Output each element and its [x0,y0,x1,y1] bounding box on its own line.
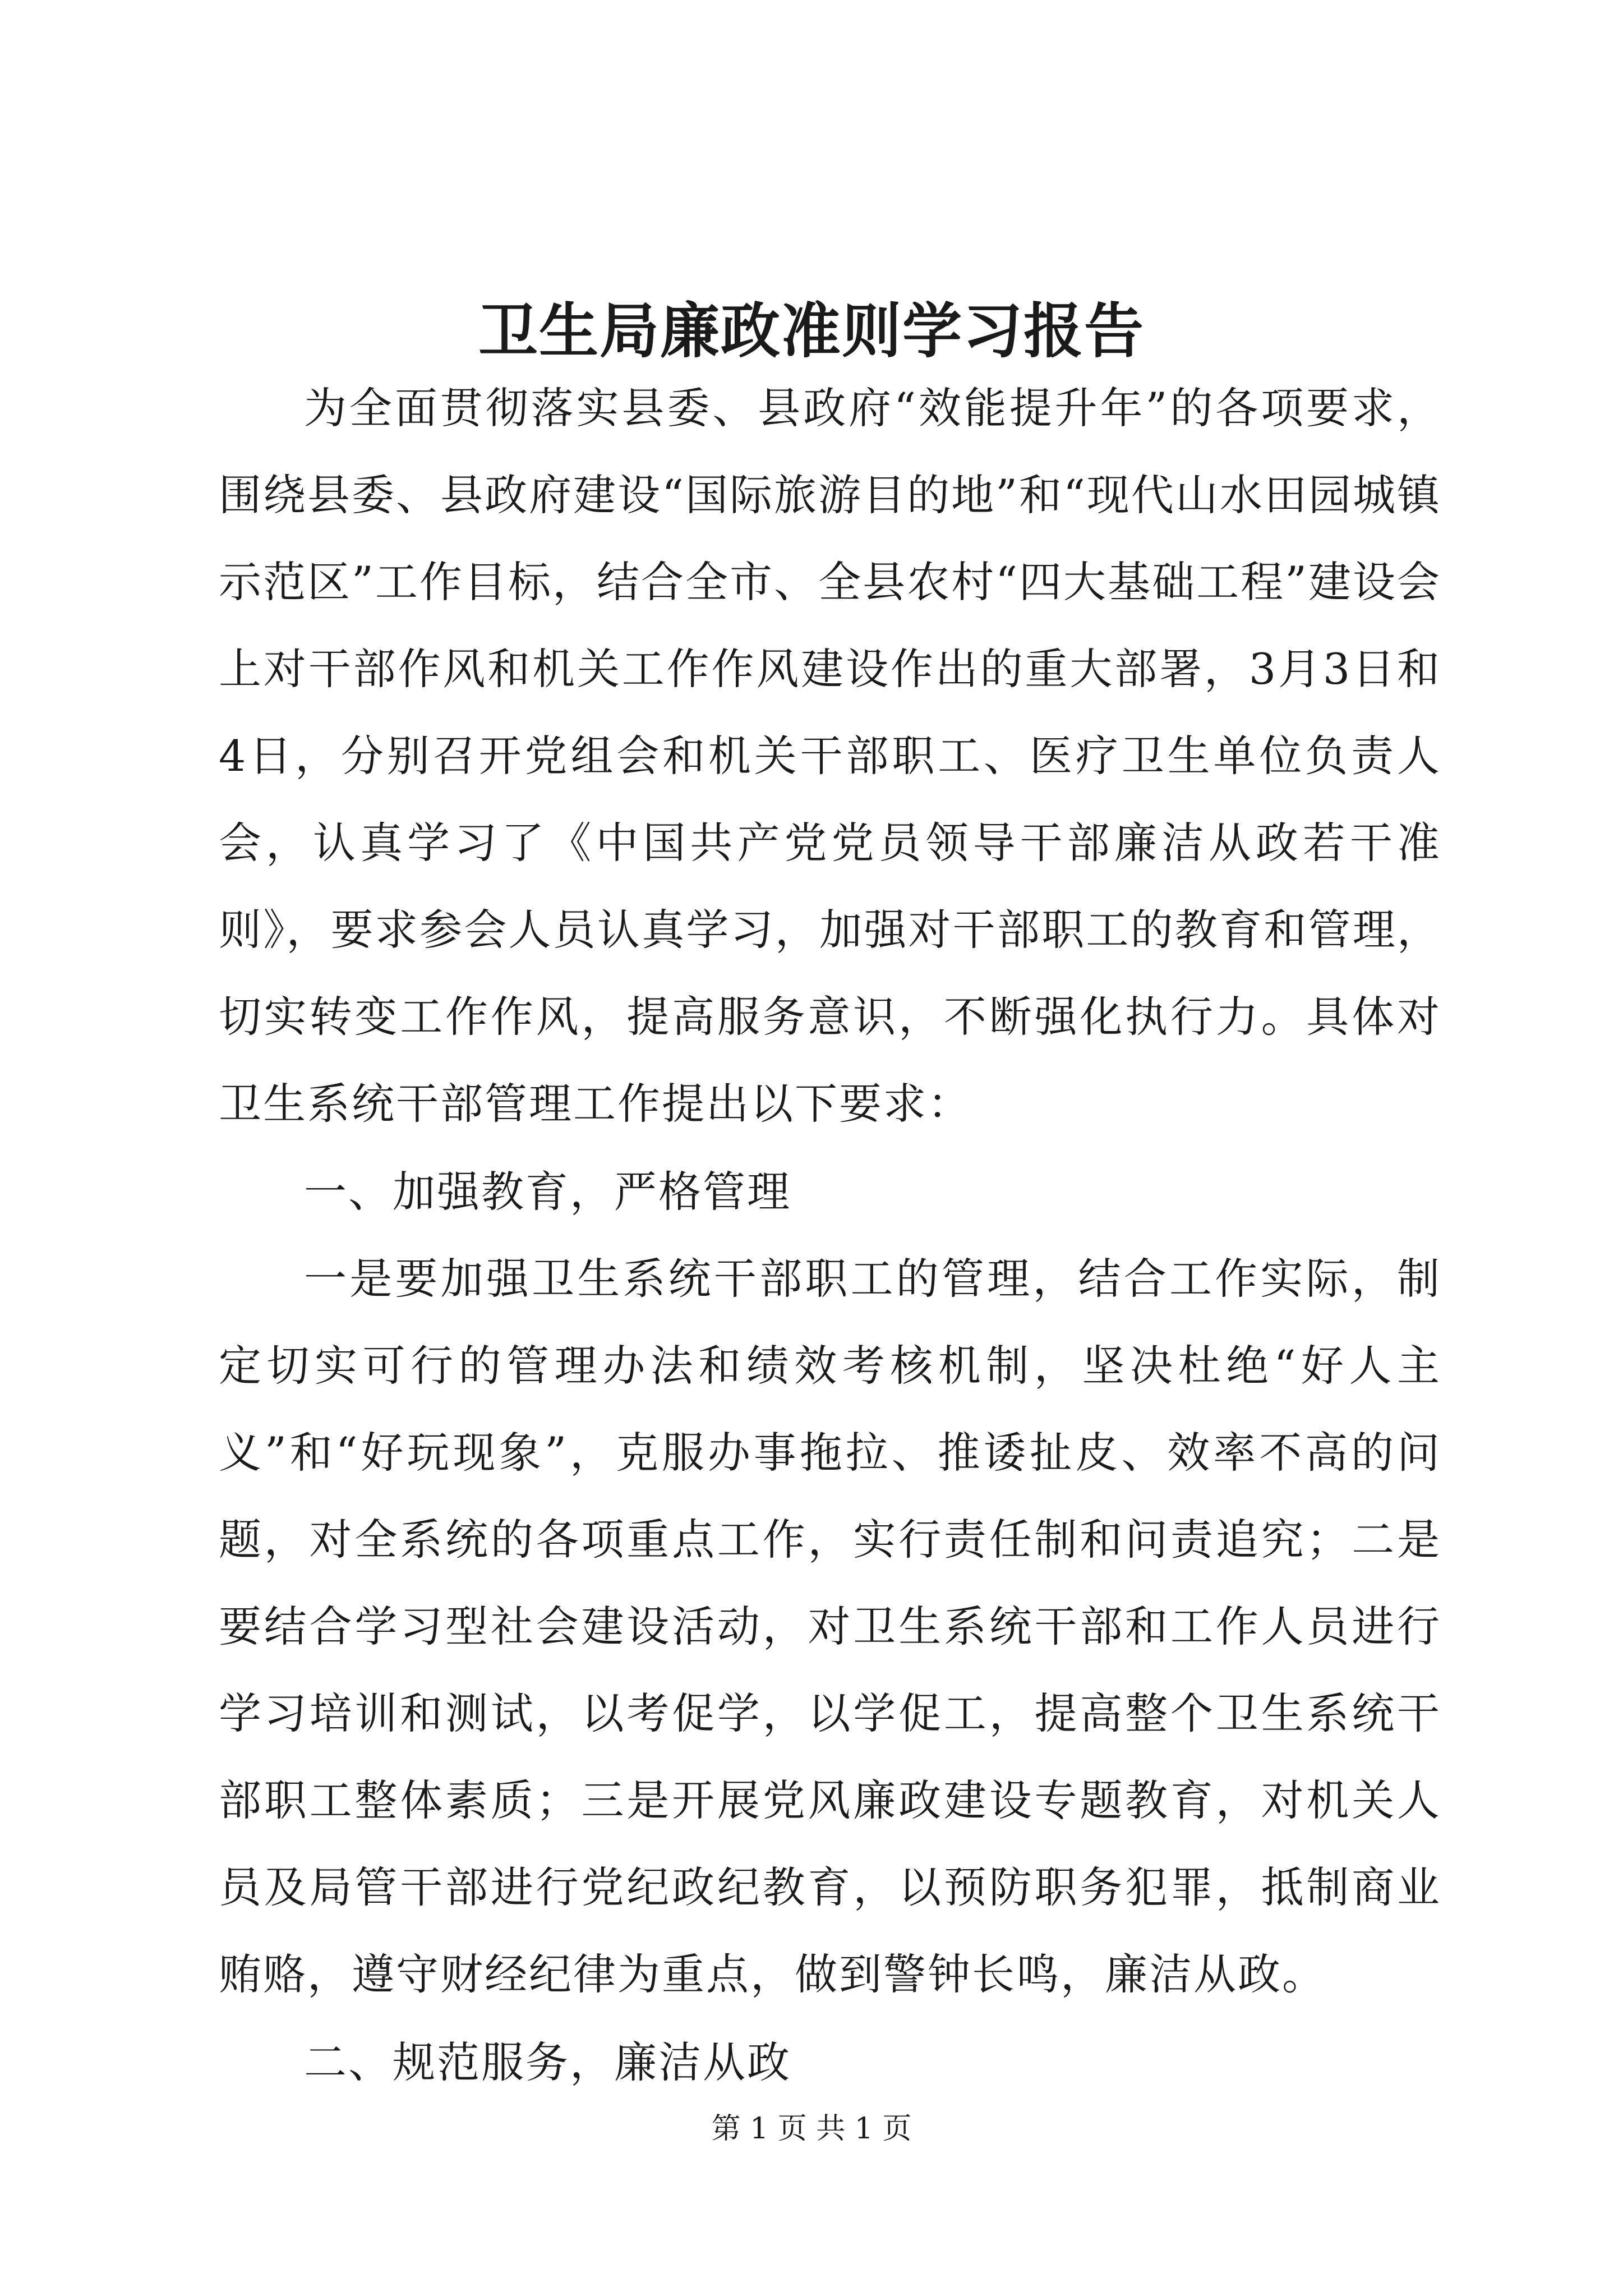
section-heading-1: 一、加强教育，严格管理 [304,1167,791,1217]
paragraph-intro: 为全面贯彻落实县委、县政府“效能提升年”的各项要求，围绕县委、县政府建设“国际旅游目的地”和“现代山水田园城镇示范区”工作目标，结合全市、全县农村“四大基础工程”建设会上对干部作风和机关工作作风建设作出的重大部署，3月3日和4日，分别召开党组会和机关干部职工、医疗卫生单位负责人会，认真学习了《中国共产党党员领导干部廉洁从政若干准则》，要求参会人员认真学习，加强对干部职工的教育和管理，切实转变工作作风，提高服务意识，不断强化执行力。具体对卫生系统干部管理工作提出以下要求： [219,383,1441,1129]
paragraph-section-1: 一是要加强卫生系统干部职工的管理，结合工作实际，制定切实可行的管理办法和绩效考核机制，坚决杜绝“好人主义”和“好玩现象”，克服办事拖拉、推诿扯皮、效率不高的问题，对全系统的各项重点工作，实行责任制和问责追究；二是要结合学习型社会建设活动，对卫生系统干部和工作人员进行学习培训和测试，以考促学，以学促工，提高整个卫生系统干部职工整体素质；三是开展党风廉政建设专题教育，对机关人员及局管干部进行党纪政纪教育，以预防职务犯罪，抵制商业贿赂，遵守财经纪律为重点，做到警钟长鸣，廉洁从政。 [219,1254,1441,1999]
document-body [219,365,1441,2106]
page-title: 卫生局廉政准则学习报告 [478,296,1145,366]
section-heading-2: 二、规范服务，廉洁从政 [304,2037,791,2087]
page-footer: 第 1 页 共 1 页 [711,2112,912,2146]
